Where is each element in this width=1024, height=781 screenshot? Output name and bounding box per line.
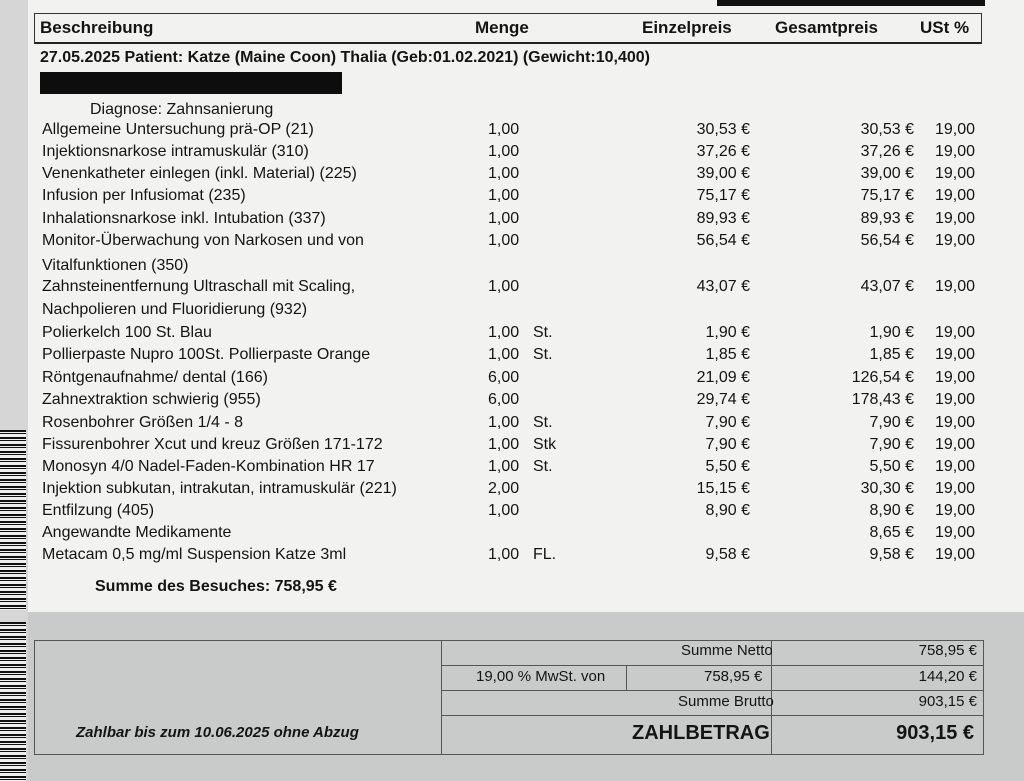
item-description: Pollierpaste Nupro 100St. Pollierpaste Orange: [42, 346, 371, 363]
header-einzelpreis: Einzelpreis: [642, 18, 732, 37]
table-row: [0, 165, 1024, 187]
mwst-base-value: 758,95 €: [704, 668, 763, 685]
item-unit: Stk: [533, 436, 557, 453]
table-row: [0, 278, 1024, 300]
item-vat: 19,00: [934, 187, 975, 204]
item-vat: 19,00: [934, 480, 975, 497]
item-unit-price: 75,17 €: [696, 187, 750, 204]
item-quantity: 6,00: [488, 369, 520, 386]
item-description: Angewandte Medikamente: [42, 524, 232, 541]
table-row-continuation: [0, 301, 1024, 323]
item-quantity: 1,00: [488, 143, 520, 160]
table-row: [0, 458, 1024, 480]
table-row: [0, 480, 1024, 502]
item-description: Polierkelch 100 St. Blau: [42, 324, 212, 341]
item-vat: 19,00: [934, 546, 975, 563]
item-description: Metacam 0,5 mg/ml Suspension Katze 3ml: [42, 546, 347, 563]
table-row: [0, 436, 1024, 458]
item-quantity: 1,00: [488, 324, 520, 341]
item-description: Inhalationsnarkose inkl. Intubation (337): [42, 210, 326, 227]
summe-brutto-value: 903,15 €: [918, 693, 977, 710]
item-vat: 19,00: [934, 502, 975, 519]
item-unit-price: 15,15 €: [696, 480, 750, 497]
item-vat: 19,00: [934, 165, 975, 182]
item-unit-price: 1,90 €: [705, 324, 750, 341]
diagnose-line: Diagnose: Zahnsanierung: [90, 101, 274, 118]
mwst-rate-label: 19,00 % MwSt. von: [476, 668, 606, 685]
item-unit-price: 21,09 €: [696, 369, 750, 386]
item-vat: 19,00: [934, 369, 975, 386]
item-vat: 19,00: [934, 436, 975, 453]
item-total-price: 43,07 €: [860, 278, 914, 295]
table-row: [0, 346, 1024, 368]
item-vat: 19,00: [934, 143, 975, 160]
item-total-price: 126,54 €: [851, 369, 914, 386]
item-unit: St.: [533, 414, 553, 431]
item-quantity: 6,00: [488, 391, 520, 408]
item-description: Allgemeine Untersuchung prä-OP (21): [42, 121, 314, 138]
zahlbar-text: Zahlbar bis zum 10.06.2025 ohne Abzug: [76, 724, 359, 741]
item-quantity: 1,00: [488, 187, 520, 204]
redaction-bar-top: [717, 0, 985, 6]
table-row: [0, 524, 1024, 546]
table-row: [0, 187, 1024, 209]
item-total-price: 5,50 €: [869, 458, 914, 475]
item-unit: St.: [533, 346, 553, 363]
item-description-line2: Nachpolieren und Fluoridierung (932): [42, 301, 308, 318]
item-total-price: 39,00 €: [860, 165, 914, 182]
item-description: Infusion per Infusiomat (235): [42, 187, 246, 204]
item-description: Zahnsteinentfernung Ultraschall mit Scaling,: [42, 278, 356, 295]
item-unit: St.: [533, 324, 553, 341]
item-unit: FL.: [533, 546, 557, 563]
patient-line: 27.05.2025 Patient: Katze (Maine Coon) Thalia (Geb:01.02.2021) (Gewicht:10,400): [40, 49, 650, 66]
item-unit-price: 5,50 €: [705, 458, 750, 475]
item-quantity: 1,00: [488, 458, 520, 475]
summe-netto-label: Summe Netto: [681, 642, 773, 659]
item-unit-price: 56,54 €: [696, 232, 750, 249]
item-quantity: 1,00: [488, 502, 520, 519]
item-vat: 19,00: [934, 232, 975, 249]
table-row: [0, 369, 1024, 391]
item-total-price: 8,65 €: [869, 524, 914, 541]
zahlbetrag-value: 903,15 €: [896, 722, 974, 744]
item-unit-price: 39,00 €: [696, 165, 750, 182]
item-quantity: 1,00: [488, 165, 520, 182]
header-gesamtpreis: Gesamtpreis: [775, 18, 878, 37]
item-description: Röntgenaufnahme/ dental (166): [42, 369, 268, 386]
item-total-price: 30,30 €: [860, 480, 914, 497]
item-total-price: 1,90 €: [869, 324, 914, 341]
table-row: [0, 414, 1024, 436]
item-description: Monitor-Überwachung von Narkosen und von: [42, 232, 364, 249]
item-unit-price: 29,74 €: [696, 391, 750, 408]
item-total-price: 1,85 €: [869, 346, 914, 363]
item-quantity: 1,00: [488, 210, 520, 227]
summe-netto-value: 758,95 €: [918, 642, 977, 659]
item-total-price: 30,53 €: [860, 121, 914, 138]
item-unit-price: 43,07 €: [696, 278, 750, 295]
item-quantity: 1,00: [488, 414, 520, 431]
table-row-continuation: [0, 257, 1024, 279]
item-quantity: 2,00: [488, 480, 520, 497]
item-total-price: 7,90 €: [869, 436, 914, 453]
item-unit-price: 89,93 €: [696, 210, 750, 227]
summe-brutto-label: Summe Brutto: [678, 693, 774, 710]
item-description: Monosyn 4/0 Nadel-Faden-Kombination HR 17: [42, 458, 375, 475]
item-unit-price: 7,90 €: [705, 436, 750, 453]
table-row: [0, 232, 1024, 254]
item-total-price: 37,26 €: [860, 143, 914, 160]
table-row: [0, 143, 1024, 165]
item-unit-price: 8,90 €: [705, 502, 750, 519]
item-quantity: 1,00: [488, 278, 520, 295]
item-total-price: 56,54 €: [860, 232, 914, 249]
item-vat: 19,00: [934, 324, 975, 341]
item-unit-price: 37,26 €: [696, 143, 750, 160]
table-row: [0, 502, 1024, 524]
item-description: Rosenbohrer Größen 1/4 - 8: [42, 414, 243, 431]
summe-des-besuches: Summe des Besuches: 758,95 €: [95, 578, 337, 595]
item-total-price: 178,43 €: [851, 391, 914, 408]
item-quantity: 1,00: [488, 346, 520, 363]
item-unit-price: 9,58 €: [705, 546, 750, 563]
item-description: Fissurenbohrer Xcut und kreuz Größen 171-172: [42, 436, 383, 453]
item-quantity: 1,00: [488, 546, 520, 563]
item-description: Zahnextraktion schwierig (955): [42, 391, 261, 408]
item-vat: 19,00: [934, 210, 975, 227]
header-beschreibung: Beschreibung: [40, 18, 154, 37]
item-vat: 19,00: [934, 121, 975, 138]
header-ust: USt %: [920, 18, 970, 37]
barcode-left-lower: [0, 622, 26, 781]
item-vat: 19,00: [934, 524, 975, 541]
item-unit-price: 1,85 €: [705, 346, 750, 363]
item-total-price: 75,17 €: [860, 187, 914, 204]
item-quantity: 1,00: [488, 232, 520, 249]
item-vat: 19,00: [934, 458, 975, 475]
header-menge: Menge: [475, 18, 529, 37]
item-unit: St.: [533, 458, 553, 475]
item-quantity: 1,00: [488, 436, 520, 453]
item-description: Injektionsnarkose intramuskulär (310): [42, 143, 309, 160]
item-total-price: 8,90 €: [869, 502, 914, 519]
item-total-price: 7,90 €: [869, 414, 914, 431]
zahlbetrag-label: ZAHLBETRAG: [632, 722, 770, 744]
item-unit-price: 7,90 €: [705, 414, 750, 431]
item-vat: 19,00: [934, 391, 975, 408]
item-description: Entfilzung (405): [42, 502, 155, 519]
redacted-block: [40, 72, 342, 94]
table-row: [0, 324, 1024, 346]
item-vat: 19,00: [934, 278, 975, 295]
table-row: [0, 546, 1024, 568]
item-vat: 19,00: [934, 414, 975, 431]
table-row: [0, 121, 1024, 143]
item-description: Injektion subkutan, intrakutan, intramuskulär (221): [42, 480, 397, 497]
item-unit-price: 30,53 €: [696, 121, 750, 138]
item-description: Venenkatheter einlegen (inkl. Material) (225): [42, 165, 357, 182]
item-vat: 19,00: [934, 346, 975, 363]
item-quantity: 1,00: [488, 121, 520, 138]
table-row: [0, 391, 1024, 413]
table-row: [0, 210, 1024, 232]
item-total-price: 9,58 €: [869, 546, 914, 563]
mwst-value: 144,20 €: [918, 668, 977, 685]
item-total-price: 89,93 €: [860, 210, 914, 227]
item-description-line2: Vitalfunktionen (350): [42, 257, 189, 274]
